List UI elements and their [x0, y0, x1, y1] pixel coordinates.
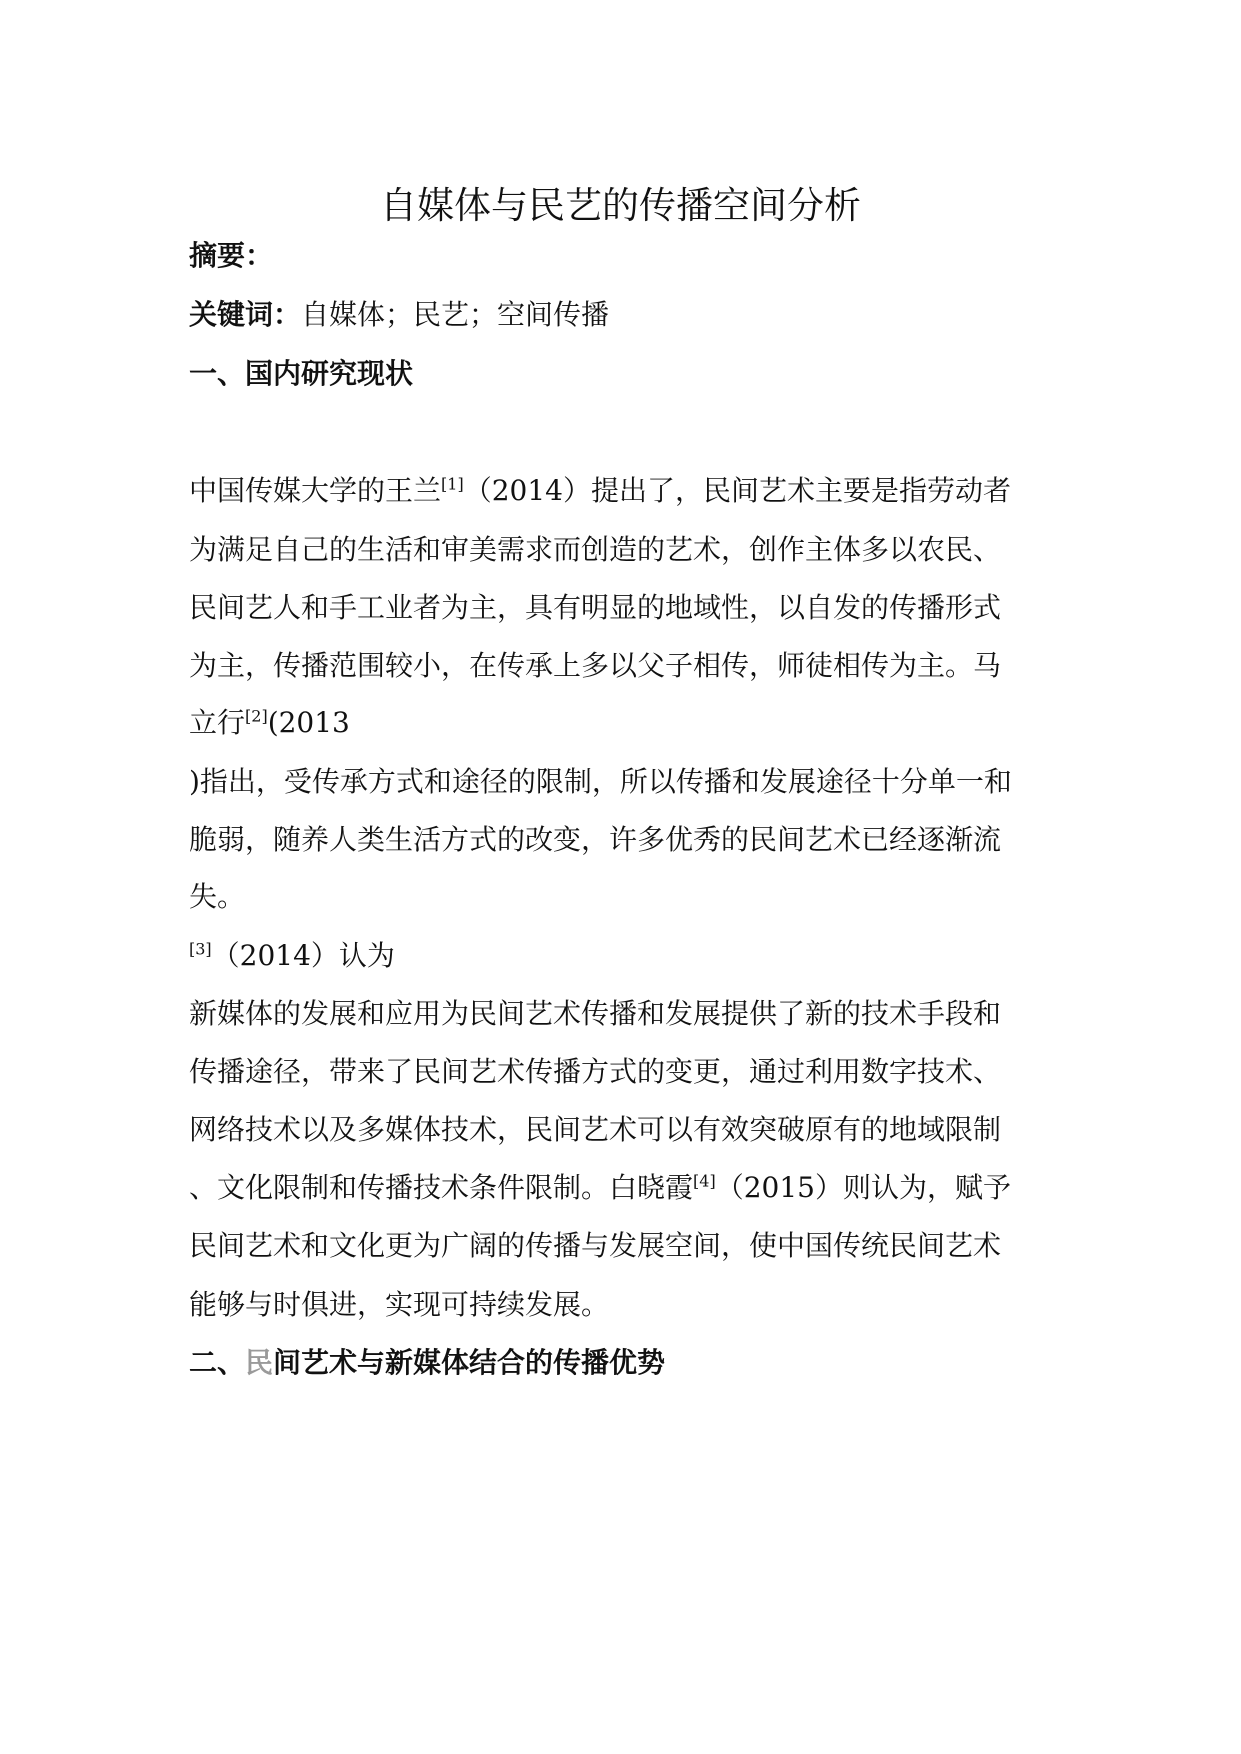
- para1-line-7: 脆弱，随养人类生活方式的改变，许多优秀的民间艺术已经逐渐流: [189, 823, 1002, 856]
- para2-line-2: 新媒体的发展和应用为民间艺术传播和发展提供了新的技术手段和: [189, 997, 1002, 1030]
- section-2-heading: [189, 1333, 1059, 1393]
- para1-line-2: 为满足自己的生活和审美需求而创造的艺术，创作主体多以农民、: [189, 533, 1002, 566]
- para1-line-4: 为主，传播范围较小，在传承上多以父子相传，师徒相传为主。马: [189, 649, 1002, 682]
- section-2-title: 间艺术与新媒体结合的传播优势: [273, 1346, 666, 1379]
- section-2-number: 二、: [189, 1346, 246, 1379]
- para1-line-8: 失。: [189, 880, 246, 913]
- keywords-label: 关键词：: [189, 298, 302, 331]
- abstract-line: [189, 226, 1059, 286]
- para1-text: （2014）提出了，民间艺术主要是指劳动者: [463, 474, 1011, 507]
- section-1-heading: 一、国内研究现状: [189, 357, 414, 390]
- keywords-line: [189, 285, 1059, 345]
- abstract-label: 摘要：: [189, 239, 274, 272]
- para2-line-1: [189, 926, 1059, 986]
- citation-3: [3]: [189, 939, 212, 959]
- para1-text: 中国传媒大学的王兰: [189, 474, 442, 507]
- para1-line-5: [189, 693, 1059, 753]
- keywords-value: 自媒体；民艺；空间传播: [301, 298, 610, 331]
- para2-text: （2014）认为: [211, 939, 395, 972]
- para2-text: 、文化限制和传播技术条件限制。白晓霞: [189, 1171, 694, 1204]
- para2-text: （2015）则认为，赋予: [715, 1171, 1011, 1204]
- citation-2: [2]: [245, 706, 268, 726]
- para1-text: 立行: [189, 706, 246, 739]
- citation-1: [1]: [441, 474, 464, 494]
- para2-line-3: 传播途径，带来了民间艺术传播方式的变更，通过利用数字技术、: [189, 1055, 1002, 1088]
- citation-4: [4]: [693, 1171, 716, 1191]
- para1-line-6: )指出，受传承方式和途径的限制，所以传播和发展途径十分单一和: [189, 765, 1012, 798]
- para1-line-1: [189, 461, 1059, 521]
- para2-line-7: 能够与时俱进，实现可持续发展。: [189, 1288, 610, 1321]
- section-2-faded-char: 民: [245, 1346, 274, 1379]
- para2-line-6: 民间艺术和文化更为广阔的传播与发展空间，使中国传统民间艺术: [189, 1229, 1002, 1262]
- para2-line-5: [189, 1158, 1059, 1218]
- para1-text: (2013: [267, 706, 350, 739]
- para1-line-3: 民间艺人和手工业者为主，具有明显的地域性，以自发的传播形式: [189, 591, 1002, 624]
- para2-line-4: 网络技术以及多媒体技术，民间艺术可以有效突破原有的地域限制: [189, 1113, 1002, 1146]
- document-title: 自媒体与民艺的传播空间分析: [380, 184, 861, 227]
